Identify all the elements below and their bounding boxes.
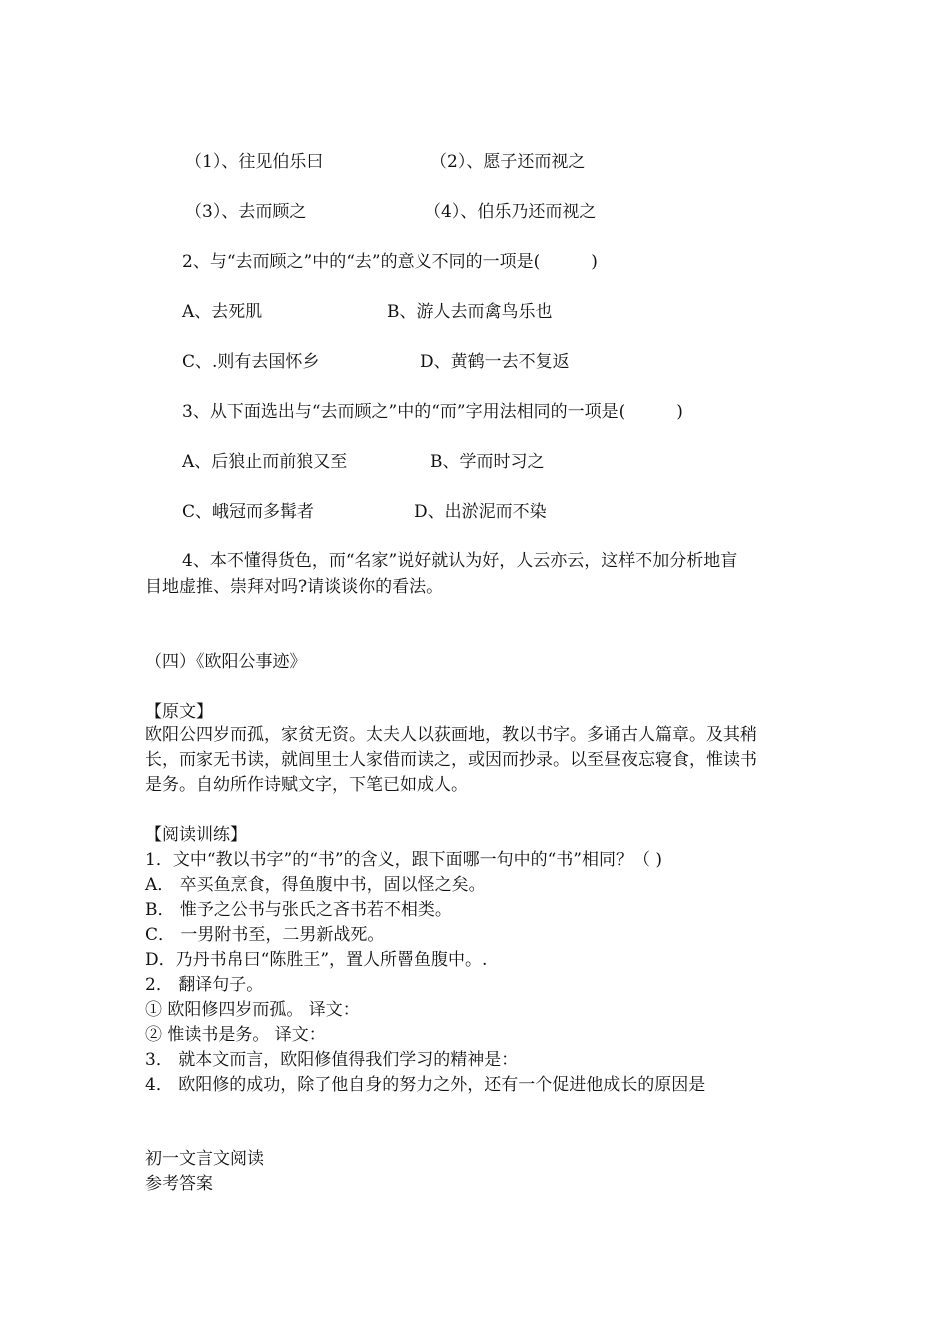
q4-line-2: 目地虚推、崇拜对吗?请谈谈你的看法。 (145, 577, 444, 597)
q3-option-a: A、后狼止而前狼又至 (182, 452, 348, 472)
q3-option-d: D、出淤泥而不染 (414, 502, 547, 522)
q1-option-4: （4）、伯乐乃还而视之 (424, 202, 597, 222)
q4-line-1: 4、本不懂得货色，而“名家”说好就认为好，人云亦云，这样不加分析地盲 (182, 551, 738, 571)
training-line-3: B． 惟予之公书与张氏之吝书若不相类。 (145, 900, 452, 920)
q3-stem: 3、从下面选出与“去而顾之”中的“而”字用法相同的一项是( ) (182, 402, 683, 422)
footer-line-1: 初一文言文阅读 (145, 1149, 264, 1169)
training-line-10: 4． 欧阳修的成功，除了他自身的努力之外，还有一个促进他成长的原因是 (145, 1075, 706, 1095)
q2-stem: 2、与“去而顾之”中的“去”的意义不同的一项是( ) (182, 252, 598, 272)
training-heading: 【阅读训练】 (145, 825, 247, 845)
q2-option-a: A、去死肌 (182, 302, 263, 322)
q1-option-3: （3）、去而顾之 (185, 202, 307, 222)
yuanwen-line-2: 长，而家无书读，就闾里士人家借而读之，或因而抄录。以至昼夜忘寝食，惟读书 (145, 750, 757, 770)
q3-option-c: C、峨冠而多髯者 (182, 502, 315, 522)
training-line-9: 3． 就本文而言，欧阳修值得我们学习的精神是： (145, 1050, 519, 1070)
q2-option-b: B、游人去而禽鸟乐也 (387, 302, 553, 322)
q2-option-d: D、黄鹤一去不复返 (420, 352, 570, 372)
training-line-7: ① 欧阳修四岁而孤。 译文： (145, 1000, 360, 1020)
training-line-2: A． 卒买鱼烹食，得鱼腹中书，固以怪之矣。 (145, 875, 486, 895)
footer-line-2: 参考答案 (145, 1174, 213, 1194)
training-line-1: 1．文中“教以书字”的“书”的含义，跟下面哪一句中的“书”相同？（ ) (145, 850, 662, 870)
q1-option-1: （1）、往见伯乐曰 (185, 152, 324, 172)
q3-option-b: B、学而时习之 (430, 452, 545, 472)
yuanwen-heading: 【原文】 (145, 702, 213, 722)
training-line-6: 2． 翻译句子。 (145, 975, 264, 995)
yuanwen-line-3: 是务。自幼所作诗赋文字，下笔已如成人。 (145, 775, 468, 795)
yuanwen-line-1: 欧阳公四岁而孤，家贫无资。太夫人以荻画地，教以书字。多诵古人篇章。及其稍 (145, 725, 757, 745)
training-line-5: D．乃丹书帛曰“陈胜王”，置人所罾鱼腹中。. (145, 950, 488, 970)
training-line-8: ② 惟读书是务。 译文： (145, 1025, 326, 1045)
q1-option-2: （2）、愿子还而视之 (430, 152, 586, 172)
q2-option-c: C、.则有去国怀乡 (182, 352, 320, 372)
section-title: （四）《欧阳公事迹》 (145, 652, 307, 672)
training-line-4: C． 一男附书至，二男新战死。 (145, 925, 385, 945)
